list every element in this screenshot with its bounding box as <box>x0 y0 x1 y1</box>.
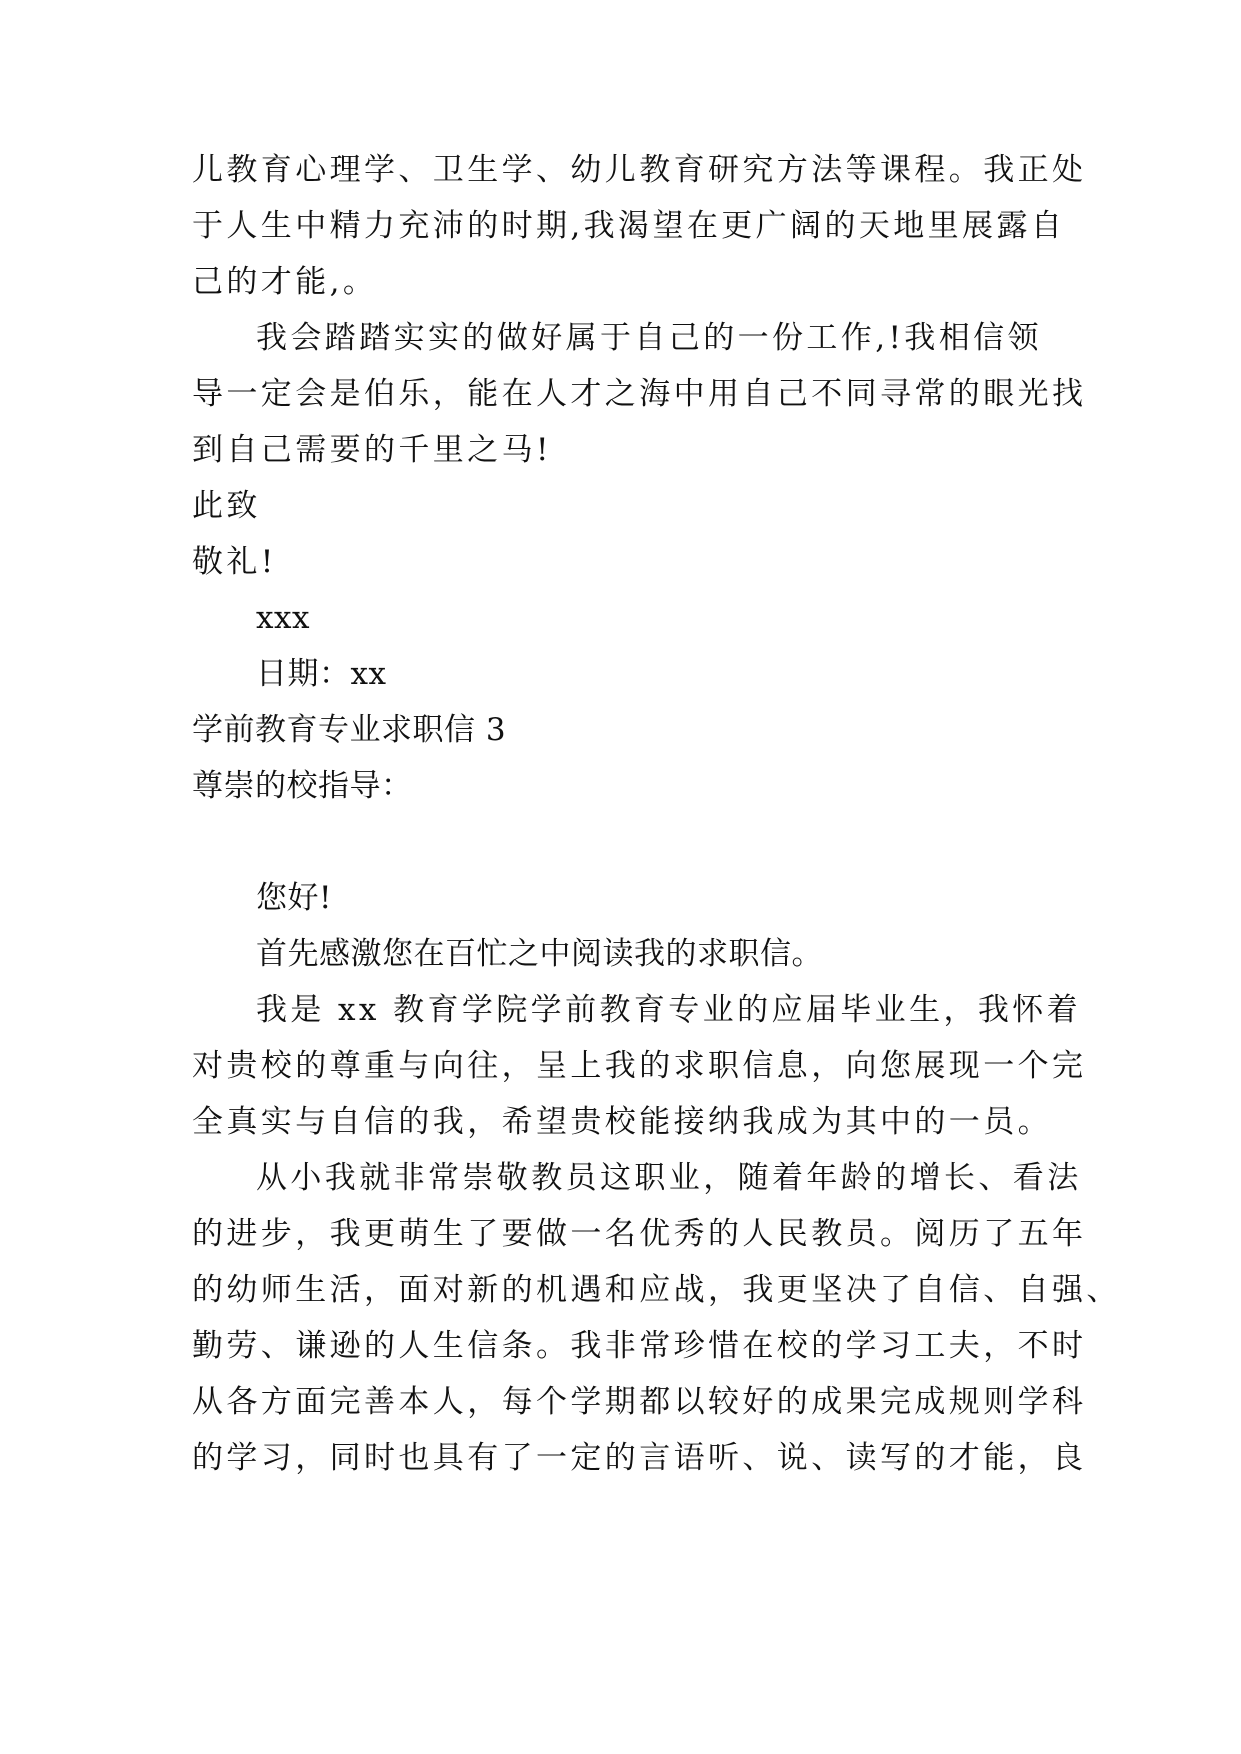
body-text-line: 己的才能,。 <box>192 264 378 300</box>
body-text-line: 导一定会是伯乐，能在人才之海中用自己不同寻常的眼光找 <box>192 376 1087 412</box>
body-text-line: 对贵校的尊重与向往，呈上我的求职信息，向您展现一个完 <box>192 1048 1087 1084</box>
section-title: 学前教育专业求职信 3 <box>192 712 507 748</box>
letter-hello: 您好! <box>256 880 332 916</box>
body-text-line: 于人生中精力充沛的时期,我渴望在更广阔的天地里展露自 <box>192 208 1066 244</box>
closing-salutation: 此致 <box>192 488 261 524</box>
body-text-line: 勤劳、谦逊的人生信条。我非常珍惜在校的学习工夫，不时 <box>192 1328 1087 1364</box>
body-text-line: 全真实与自信的我，希望贵校能接纳我成为其中的一员。 <box>192 1104 1052 1140</box>
body-text-line: 从小我就非常崇敬教员这职业，随着年龄的增长、看法 <box>256 1160 1082 1196</box>
body-text-line: 的学习，同时也具有了一定的言语听、说、读写的才能，良 <box>192 1440 1087 1476</box>
body-text-line: 的幼师生活，面对新的机遇和应战，我更坚决了自信、自强、 <box>192 1272 1121 1308</box>
signature-name: xxx <box>256 600 310 636</box>
body-text-line: 首先感激您在百忙之中阅读我的求职信。 <box>256 936 823 972</box>
body-text-line: 的进步，我更萌生了要做一名优秀的人民教员。阅历了五年 <box>192 1216 1087 1252</box>
signature-date: 日期：xx <box>256 656 387 692</box>
body-text-line: 儿教育心理学、卫生学、幼儿教育研究方法等课程。我正处 <box>192 152 1087 188</box>
letter-greeting: 尊崇的校指导： <box>192 768 413 804</box>
closing-regards: 敬礼! <box>192 544 277 580</box>
body-text-line: 从各方面完善本人，每个学期都以较好的成果完成规则学科 <box>192 1384 1087 1420</box>
body-text-line: 我是 xx 教育学院学前教育专业的应届毕业生，我怀着 <box>256 992 1082 1028</box>
body-text-line: 到自己需要的千里之马! <box>192 432 552 468</box>
body-text-line: 我会踏踏实实的做好属于自己的一份工作,!我相信领 <box>256 320 1042 356</box>
